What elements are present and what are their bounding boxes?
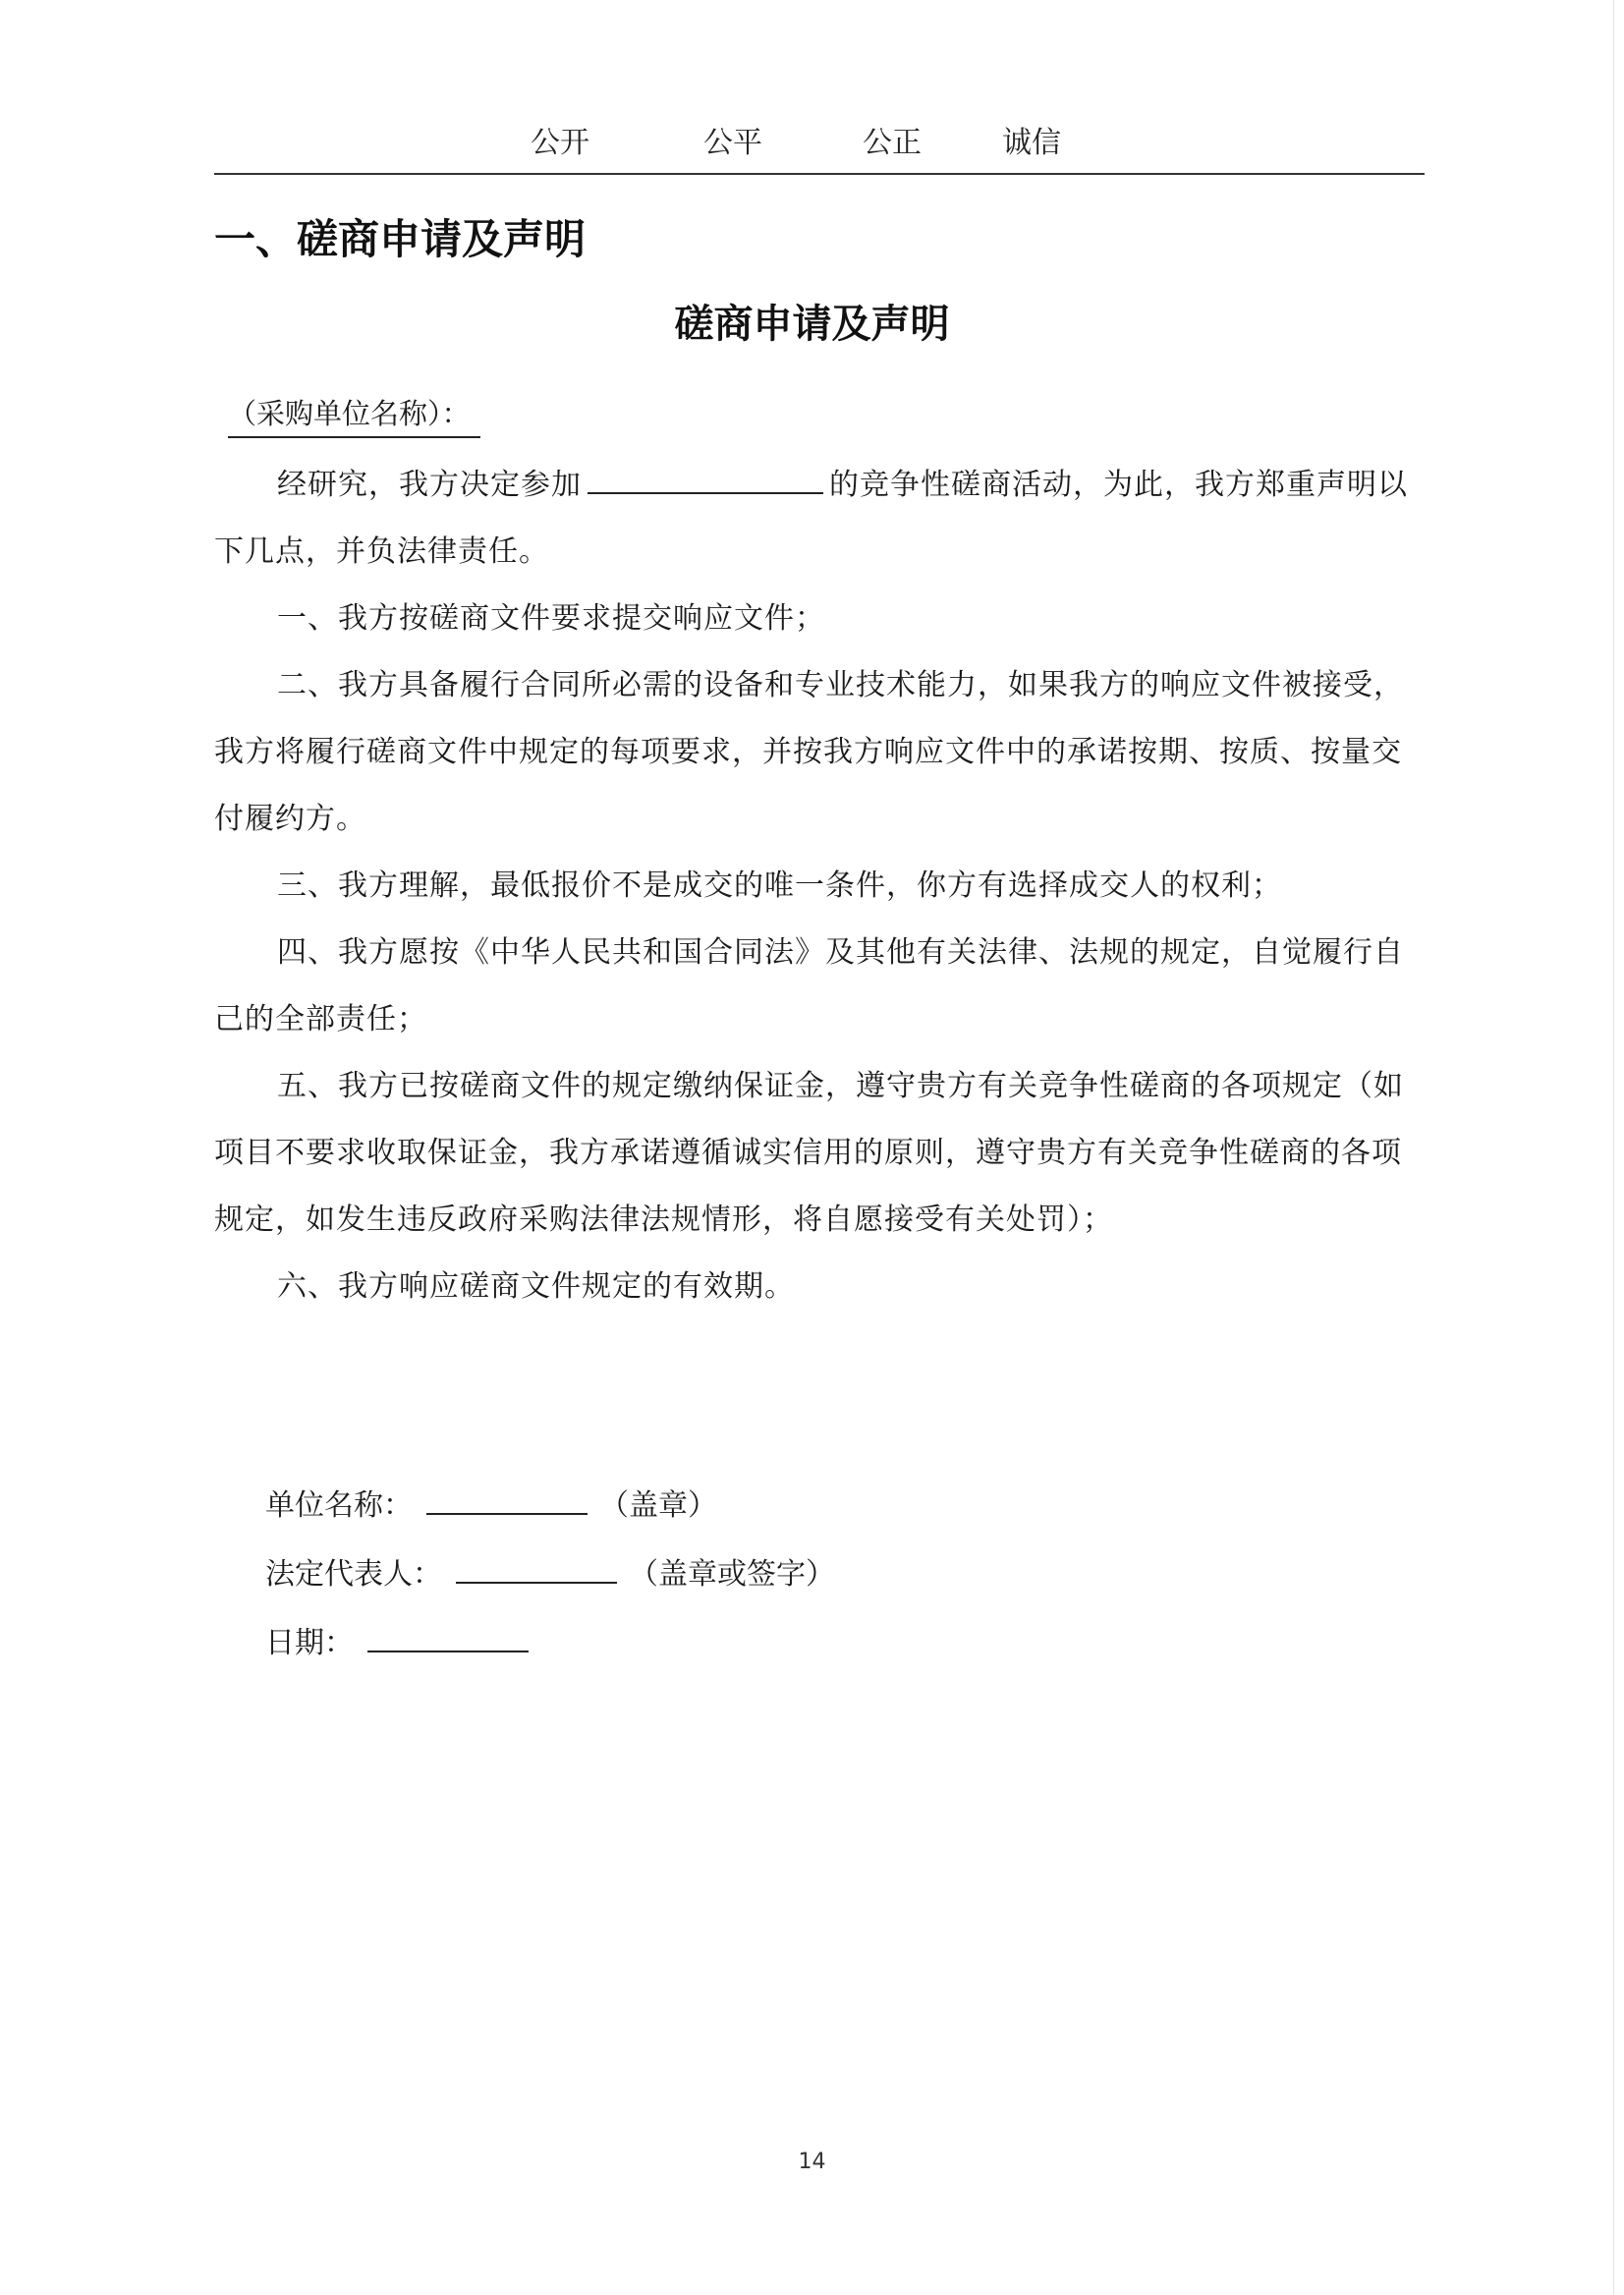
company-seal-note: （盖章） xyxy=(599,1488,717,1523)
project-name-blank xyxy=(588,467,823,494)
signature-representative-row xyxy=(265,1552,835,1597)
header-motto-fair: 公平 xyxy=(703,126,762,160)
document-title: 磋商申请及声明 xyxy=(674,302,950,347)
intro-text-start: 经研究，我方决定参加 xyxy=(277,468,582,502)
intro-paragraph xyxy=(214,452,1425,586)
declaration-item-5: 五、我方已按磋商文件的规定缴纳保证金，遵守贵方有关竞争性磋商的各项规定（如项目不要求收取保证金，我方承诺遵循诚实信用的原则，遵守贵方有关竞争性磋商的各项规定，如发生违反政府采购法律法规情形，将自愿接受有关处罚）； xyxy=(214,1069,1404,1237)
declaration-item-1: 一、我方按磋商文件要求提交响应文件； xyxy=(277,601,825,636)
declaration-item-6: 六、我方响应磋商文件规定的有效期。 xyxy=(277,1269,795,1304)
header-divider xyxy=(214,173,1425,175)
scan-edge-line xyxy=(1613,0,1614,2295)
header-motto-just: 公正 xyxy=(863,126,922,160)
intro-text-end: 的竞争性磋商活动，为此，我方郑重声明以下几点，并负法律责任。 xyxy=(214,468,1408,569)
page-number: 14 xyxy=(798,2150,826,2174)
date-blank xyxy=(367,1625,529,1652)
declaration-item-2: 二、我方具备履行合同所必需的设备和专业技术能力，如果我方的响应文件被接受，我方将履行磋商文件中规定的每项要求，并按我方响应文件中的承诺按期、按质、按量交付履约方。 xyxy=(214,668,1404,836)
company-label: 单位名称： xyxy=(265,1488,413,1523)
company-name-blank xyxy=(426,1487,588,1515)
section-heading: 一、磋商申请及声明 xyxy=(214,215,587,263)
declaration-item-3: 三、我方理解，最低报价不是成交的唯一条件，你方有选择成交人的权利； xyxy=(277,868,1282,903)
declaration-item-4: 四、我方愿按《中华人民共和国合同法》及其他有关法律、法规的规定，自觉履行自己的全部责任； xyxy=(214,935,1404,1036)
addressee-line: （采购单位名称）： xyxy=(228,391,480,438)
header-motto-integrity: 诚信 xyxy=(1002,126,1061,160)
signature-company-row xyxy=(265,1483,717,1529)
date-label: 日期： xyxy=(265,1626,354,1660)
header-motto-open: 公开 xyxy=(531,126,589,160)
representative-label: 法定代表人： xyxy=(265,1557,442,1592)
signature-date-row xyxy=(265,1621,540,1666)
representative-note: （盖章或签字） xyxy=(629,1557,835,1592)
representative-blank xyxy=(456,1556,617,1584)
